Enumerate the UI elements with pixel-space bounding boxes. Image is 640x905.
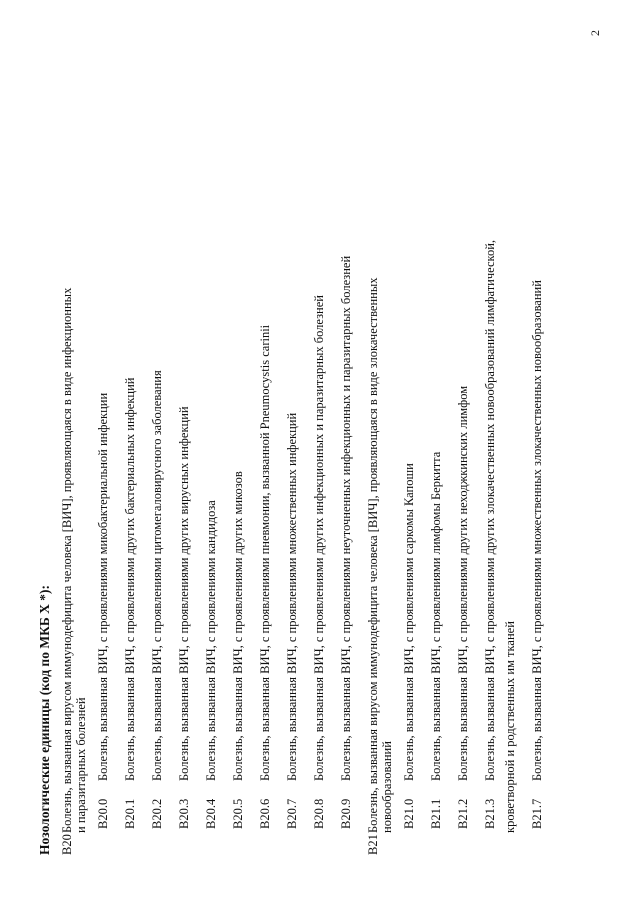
entry-text: Болезнь, вызванная ВИЧ, с проявлениями других микозов: [231, 471, 245, 781]
section-title: Нозологические единицы (код по МКБ X *):: [37, 584, 52, 855]
entry-code: B21.7: [530, 798, 544, 829]
group-header: [60, 35, 74, 855]
entry-code: B21.2: [456, 798, 470, 829]
entry-code: B21.0: [402, 798, 416, 829]
entry-text: Болезнь, вызванная ВИЧ, с проявлениями других злокачественных новообразований лимфатической,: [483, 239, 497, 781]
group-label: Болезнь, вызванная вирусом иммунодефицита человека [ВИЧ], проявляющаяся в виде злокачественных: [366, 277, 380, 833]
entry-code: B21.3: [483, 798, 497, 829]
list-item: [429, 35, 443, 855]
list-item: [231, 35, 245, 855]
list-item: [204, 35, 218, 855]
entry-text: Болезнь, вызванная ВИЧ, с проявлениями других вирусных инфекций: [177, 406, 191, 781]
list-item: [123, 35, 137, 855]
entry-code: B20.9: [339, 798, 353, 829]
list-item: [530, 35, 544, 855]
entry-text-continuation: кроветворной и родственных им тканей: [503, 621, 517, 833]
group-label-continuation: новообразований: [380, 741, 394, 833]
list-item: [339, 35, 353, 855]
list-item: [96, 35, 110, 855]
entry-code: B20.3: [177, 798, 191, 829]
entry-text: Болезнь, вызванная ВИЧ, с проявлениями цитомегаловирусного заболевания: [150, 370, 164, 781]
list-item: [483, 35, 497, 855]
list-item: [285, 35, 299, 855]
entry-code: B20.2: [150, 798, 164, 829]
page-number: 2: [588, 30, 602, 36]
list-item: [456, 35, 470, 855]
entry-text: Болезнь, вызванная ВИЧ, с проявлениями пневмонии, вызванной Pneumocystis carinii: [258, 324, 272, 781]
entry-text: Болезнь, вызванная ВИЧ, с проявлениями множественных инфекций: [285, 412, 299, 781]
entry-code: B21.1: [429, 798, 443, 829]
entry-code: B20.7: [285, 798, 299, 829]
group-label: Болезнь, вызванная вирусом иммунодефицита человека [ВИЧ], проявляющаяся в виде инфекционных: [60, 287, 74, 833]
entry-text: Болезнь, вызванная ВИЧ, с проявлениями микобактериальной инфекции: [96, 392, 110, 781]
entry-code: B20.5: [231, 798, 245, 829]
list-item: [150, 35, 164, 855]
entry-text: Болезнь, вызванная ВИЧ, с проявлениями неуточненных инфекционных и паразитарных болезней: [339, 255, 353, 781]
group-header: [366, 35, 380, 855]
group-b20: [60, 35, 88, 855]
group-label-continuation: и паразитарных болезней: [74, 697, 88, 833]
group-code: B21: [366, 834, 380, 855]
group-b21: [366, 35, 394, 855]
entry-text: Болезнь, вызванная ВИЧ, с проявлениями лимфомы Беркитта: [429, 451, 443, 781]
entry-text: Болезнь, вызванная ВИЧ, с проявлениями множественных злокачественных новообразований: [530, 280, 544, 781]
nosology-list: [38, 35, 598, 855]
entry-text: Болезнь, вызванная ВИЧ, с проявлениями других неходжкинских лимфом: [456, 385, 470, 781]
entry-code: B20.6: [258, 798, 272, 829]
list-item: [402, 35, 416, 855]
entry-code: B20.4: [204, 798, 218, 829]
group-code: B20: [60, 834, 74, 855]
entry-text: Болезнь, вызванная ВИЧ, с проявлениями кандидоза: [204, 500, 218, 781]
entry-code: B20.0: [96, 798, 110, 829]
list-item: [258, 35, 272, 855]
list-item: [177, 35, 191, 855]
entry-code: B20.1: [123, 798, 137, 829]
list-item: [312, 35, 326, 855]
entry-text: Болезнь, вызванная ВИЧ, с проявлениями других инфекционных и паразитарных болезней: [312, 295, 326, 781]
entry-text: Болезнь, вызванная ВИЧ, с проявлениями саркомы Капоши: [402, 463, 416, 781]
entry-text: Болезнь, вызванная ВИЧ, с проявлениями других бактериальных инфекций: [123, 377, 137, 781]
entry-code: B20.8: [312, 798, 326, 829]
